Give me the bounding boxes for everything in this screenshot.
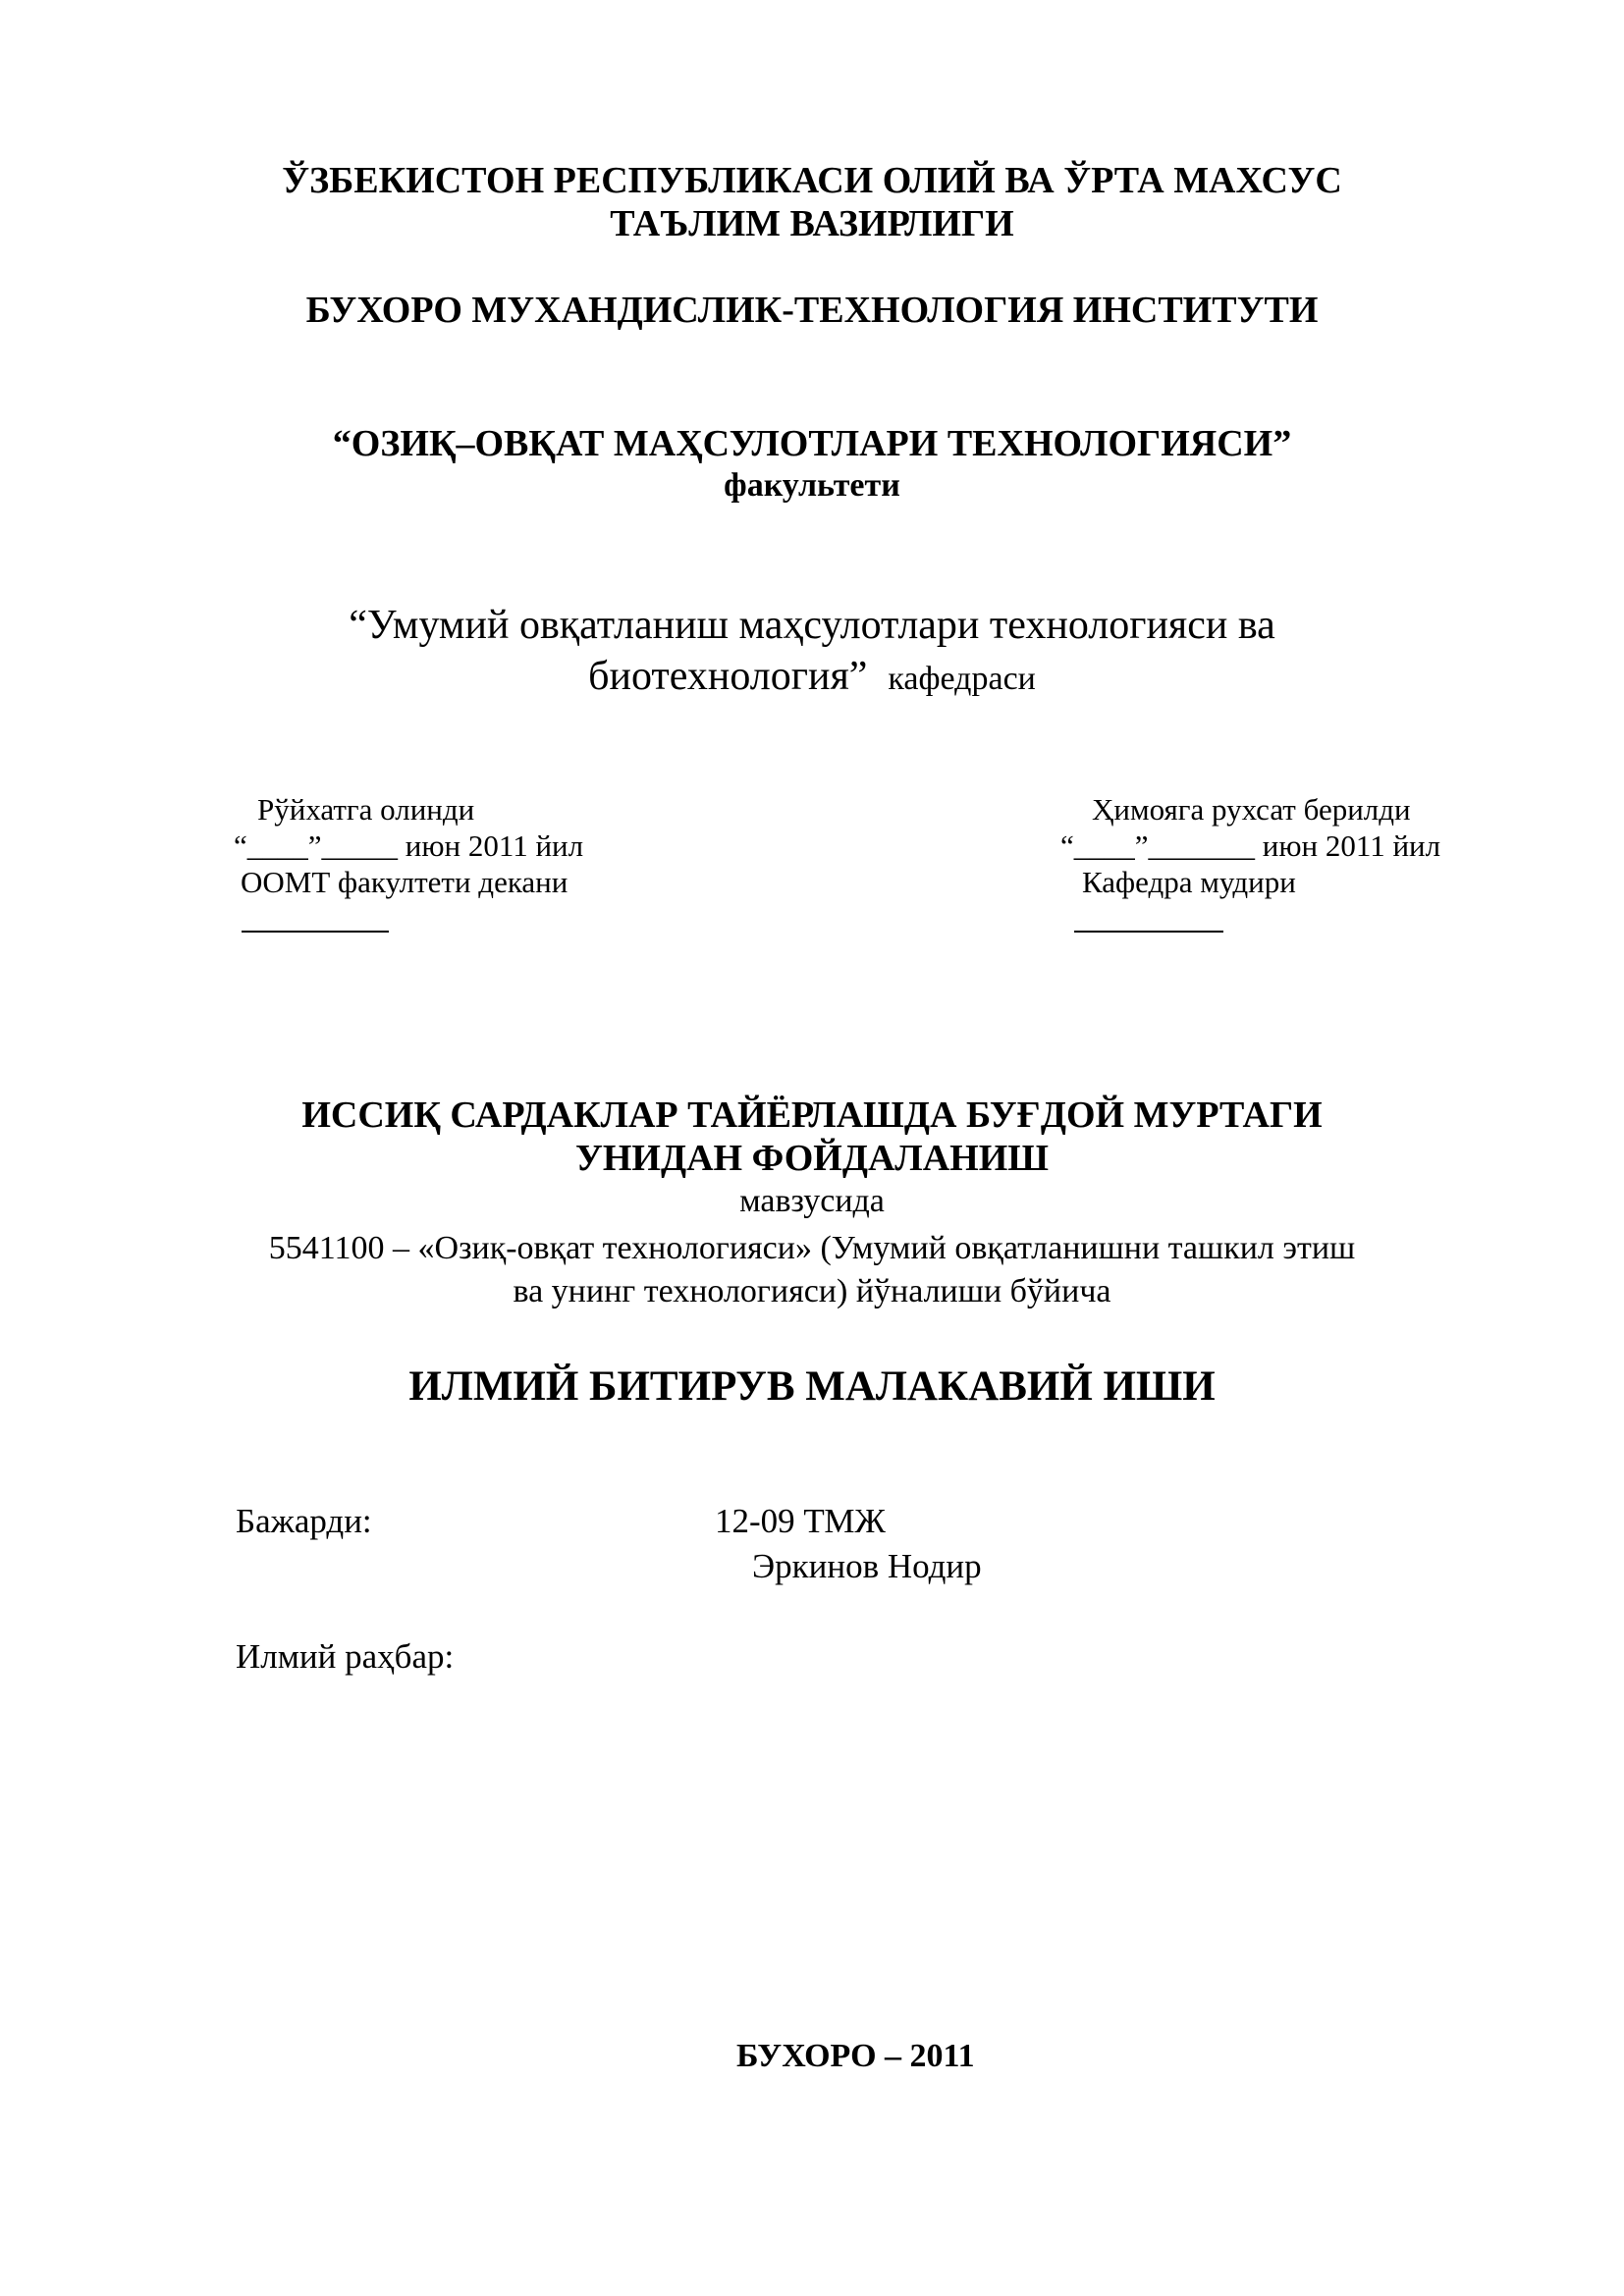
institute-title: БУХОРО МУХАНДИСЛИК-ТЕХНОЛОГИЯ ИНСТИТУТИ [305, 290, 1319, 331]
faculty-word: факультети [724, 467, 900, 504]
city-year: БУХОРО – 2011 [736, 2038, 975, 2074]
work-title: ИЛМИЙ БИТИРУВ МАЛАКАВИЙ ИШИ [408, 1363, 1216, 1410]
defense-permitted-title: Ҳимояга рухсат берилди [1092, 792, 1411, 827]
supervisor-label: Илмий раҳбар: [236, 1637, 455, 1676]
defense-permitted-date: “____”_______ июн 2011 йил [1060, 828, 1441, 863]
faculty-name: “ОЗИҚ–ОВҚАТ МАҲСУЛОТЛАРИ ТЕХНОЛОГИЯСИ” [332, 423, 1292, 464]
head-of-department-position: Кафедра мудири [1082, 865, 1296, 899]
ministry-title-line2: ТАЪЛИМ ВАЗИРЛИГИ [610, 203, 1014, 244]
department-name-end: биотехнология” [588, 654, 868, 699]
department-word: кафедраси [888, 661, 1036, 697]
department-line1: “Умумий овқатланиш маҳсулотлари технологияси ва [349, 603, 1275, 648]
department-line2 [0, 652, 1624, 704]
head-signature-line [1074, 931, 1223, 933]
specialty-line1: 5541100 – «Озиқ-овқат технологияси» (Умумий овқатланишни ташкил этиш [268, 1230, 1356, 1266]
registered-title: Рўйхатга олинди [257, 792, 475, 827]
dean-position: ООМТ факултети декани [241, 865, 568, 899]
subject-word: мавзусида [739, 1183, 885, 1219]
performer-name: Эркинов Нодир [752, 1547, 982, 1585]
topic-line1: ИССИҚ САРДАКЛАР ТАЙЁРЛАШДА БУҒДОЙ МУРТАГИ [301, 1095, 1323, 1136]
dean-signature-line [242, 931, 389, 933]
specialty-line2: ва унинг технологияси) йўналиши бўйича [513, 1273, 1111, 1309]
topic-line2: УНИДАН ФОЙДАЛАНИШ [574, 1138, 1050, 1179]
ministry-title-line1: ЎЗБЕКИСТОН РЕСПУБЛИКАСИ ОЛИЙ ВА ЎРТА МАХСУС [282, 160, 1342, 201]
performer-label: Бажарди: [236, 1502, 372, 1540]
performer-group: 12-09 ТМЖ [715, 1502, 886, 1540]
registered-date: “____”_____ июн 2011 йил [234, 828, 584, 863]
